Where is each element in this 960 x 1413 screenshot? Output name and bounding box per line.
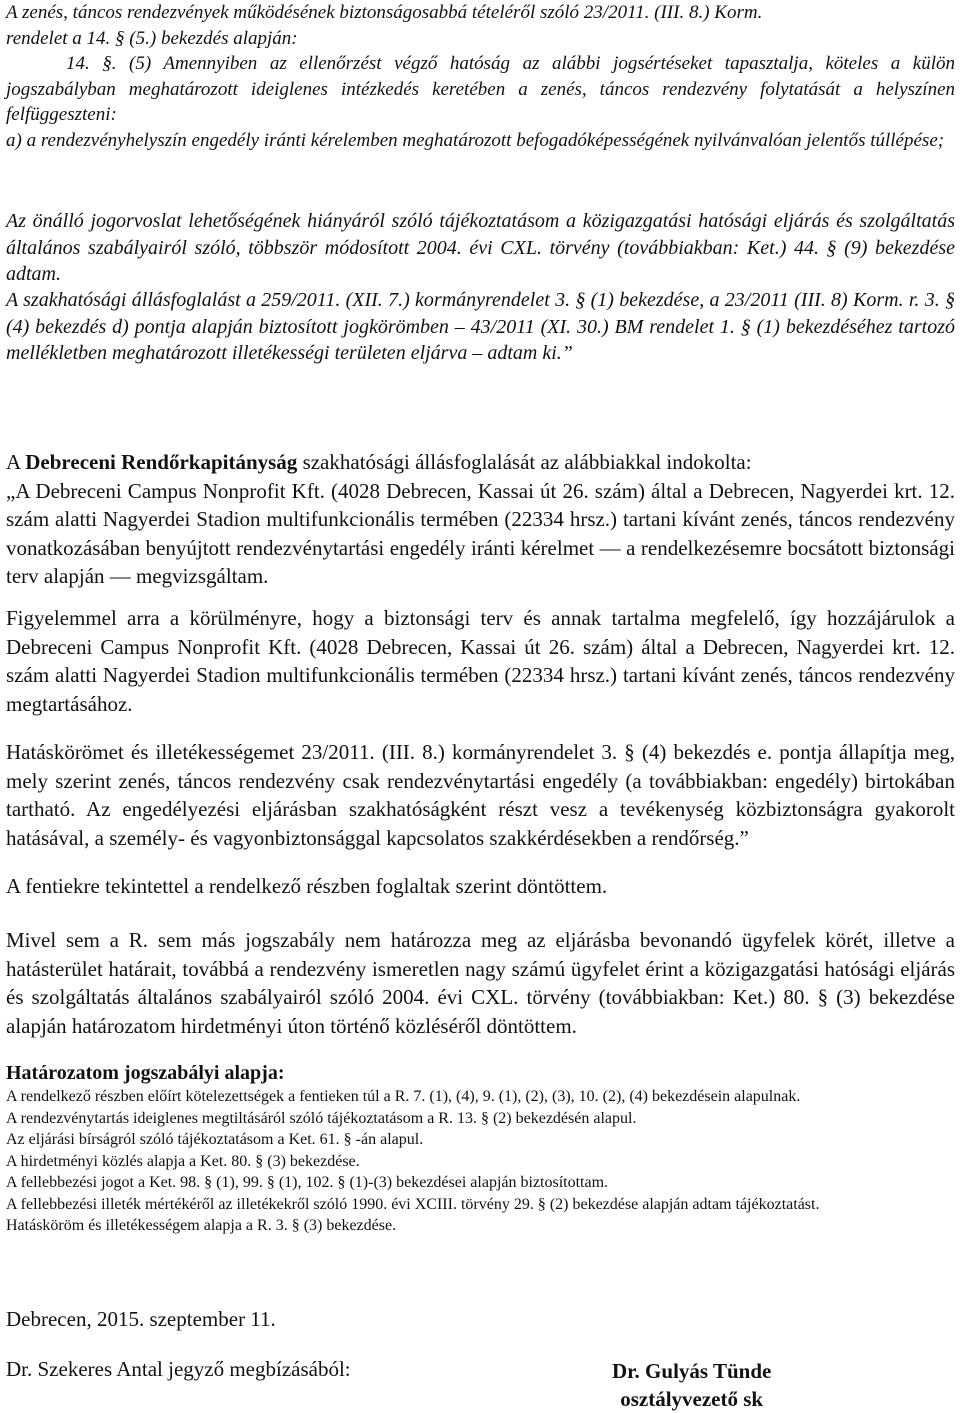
signatory-title: osztályvezető sk <box>620 1387 764 1411</box>
legal-basis-item: A rendelkező részben előírt kötelezettségek a fentieken túl a R. 7. (1), (4), 9. (1), (2), (3), 10. (2), (4) bekezdésein alapulnak. <box>6 1088 801 1105</box>
competence-paragraph: Hatáskörömet és illetékességemet 23/2011. (III. 8.) kormányrendelet 3. § (4) bekezdés e. pontja állapítja meg, mely szerint zenés, táncos rendezvény csak rendezvénytartási engedély (a továbbiakban: engedély) birtokában tartható. Az engedélyezési eljárásban szakhatóságként részt vesz a tevékenység közbiztonságra gyakorolt hatásával, a személy- és vagyonbiztonsággal kapcsolatos szakkérdésekben a rendőrség.” <box>6 740 955 850</box>
police-quote: „A Debreceni Campus Nonprofit Kft. (4028 Debrecen, Kassai út 26. szám) által a Debrecen, Nagyerdei krt. 12. szám alatti Nagyerdei Stadion multifunkcionális termében (22334 hrsz.) tartani kívánt zenés, táncos rendezvény vonatkozásában benyújtott rendezvénytartási engedély iránti kérelmet — a rendelkezésemre bocsátott biztonsági terv alapján — megvizsgáltam. <box>6 478 955 588</box>
legal-basis-item: A fellebbezési jogot a Ket. 98. § (1), 99. § (1), 102. § (1)-(3) bekezdései alapján biztosítottam. <box>6 1174 609 1191</box>
opinion-paragraph: A szakhatósági állásfoglalást a 259/2011. (XII. 7.) kormányrendelet 3. § (1) bekezdése, a 23/2011 (III. 8) Korm. r. 3. § (4) bekezdés d) pontja alapján biztosított jogkörömben – 43/2011 (XI. 30.) BM rendelet 1. § (1) bekezdéséhez tartozó mellékletben meghatározott illetékességi területen eljárva – adtam ki.” <box>6 289 955 364</box>
intro-body: 14. §. (5) Amennyiben az ellenőrzést végző hatóság az alábbi jogsértéseket tapasztalja, köteles a külön jogszabályban meghatározott ideiglenes intézkedés keretében a zenés, táncos rendezvény folytatását a helyszínen felfüggeszteni: <box>6 53 955 125</box>
signatory-name: Dr. Gulyás Tünde <box>612 1359 772 1383</box>
police-lead <box>6 448 955 477</box>
police-section <box>6 448 955 591</box>
police-rest: szakhatósági állásfoglalását az alábbiakkal indokolta: <box>297 450 752 474</box>
legal-basis-item: Az eljárási bírságról szóló tájékoztatásom a Ket. 61. § -án alapul. <box>6 1131 424 1148</box>
consent-paragraph: Figyelemmel arra a körülményre, hogy a biztonsági terv és annak tartalma megfelelő, így hozzájárulok a Debreceni Campus Nonprofit Kft. (4028 Debrecen, Kassai út 26. szám) által a Debrecen, Nagyerdei krt. 12. szám alatti Nagyerdei Stadion multifunkcionális termében (22334 hrsz.) tartani kívánt zenés, táncos rendezvény megtartásához. <box>6 606 955 716</box>
notice-paragraph: Mivel sem a R. sem más jogszabály nem határozza meg az eljárásba bevonandó ügyfelek körét, illetve a hatásterület határait, továbbá a rendezvény ismeretlen nagy számú ügyfelet érint a közigazgatási hatósági eljárás és szolgáltatás általános szabályairól szóló 2004. évi CXL. törvény (továbbiakban: Ket.) 80. § (3) bekezdése alapján határozatom hirdetményi úton történő közléséről döntöttem. <box>6 928 955 1038</box>
legal-basis-section <box>6 1060 955 1237</box>
signature-delegation: Dr. Szekeres Antal jegyző megbízásából: <box>6 1357 351 1381</box>
legal-basis-item: A hirdetményi közlés alapja a Ket. 80. § (3) bekezdése. <box>6 1152 360 1170</box>
signature-block <box>6 1357 955 1413</box>
police-lead-text: A <box>6 450 26 474</box>
police-name: Debreceni Rendőrkapitányság <box>25 450 298 474</box>
intro-point-a: a) a rendezvényhelyszín engedély iránti kérelemben meghatározott befogadóképességének nyilvánvalóan jelentős túllépése; <box>6 129 945 151</box>
legal-basis-item: Hatásköröm és illetékességem alapja a R. 3. § (3) bekezdése. <box>6 1217 397 1234</box>
legal-basis-item: A rendezvénytartás ideiglenes megtiltásáról szóló tájékoztatásom a R. 13. § (2) bekezdésén alapul. <box>6 1109 637 1127</box>
intro-title-line1: A zenés, táncos rendezvények működésének biztonságosabbá tételéről szóló 23/2011. (III. 8.) Korm. <box>6 2 763 23</box>
intro-section <box>6 0 955 153</box>
decision-paragraph: A fentiekre tekintettel a rendelkező részben foglaltak szerint döntöttem. <box>6 874 608 898</box>
signatory <box>612 1357 771 1413</box>
legal-basis-item: A fellebbezési illeték mértékéről az illetékekről szóló 1990. évi XCIII. törvény 29. § (2) bekezdése alapján adtam tájékoztatást. <box>6 1195 820 1213</box>
intro-title-line2: rendelet a 14. § (5.) bekezdés alapján: <box>6 27 298 49</box>
remedy-paragraph: Az önálló jogorvoslat lehetőségének hiányáról szóló tájékoztatásom a közigazgatási hatósági eljárás és szolgáltatás általános szabályairól szóló, többször módosított 2004. évi CXL. törvény (továbbiakban: Ket.) 44. § (9) bekezdése adtam. <box>6 210 955 285</box>
legal-basis-heading: Határozatom jogszabályi alapja: <box>6 1062 285 1084</box>
document-date: Debrecen, 2015. szeptember 11. <box>6 1307 276 1331</box>
